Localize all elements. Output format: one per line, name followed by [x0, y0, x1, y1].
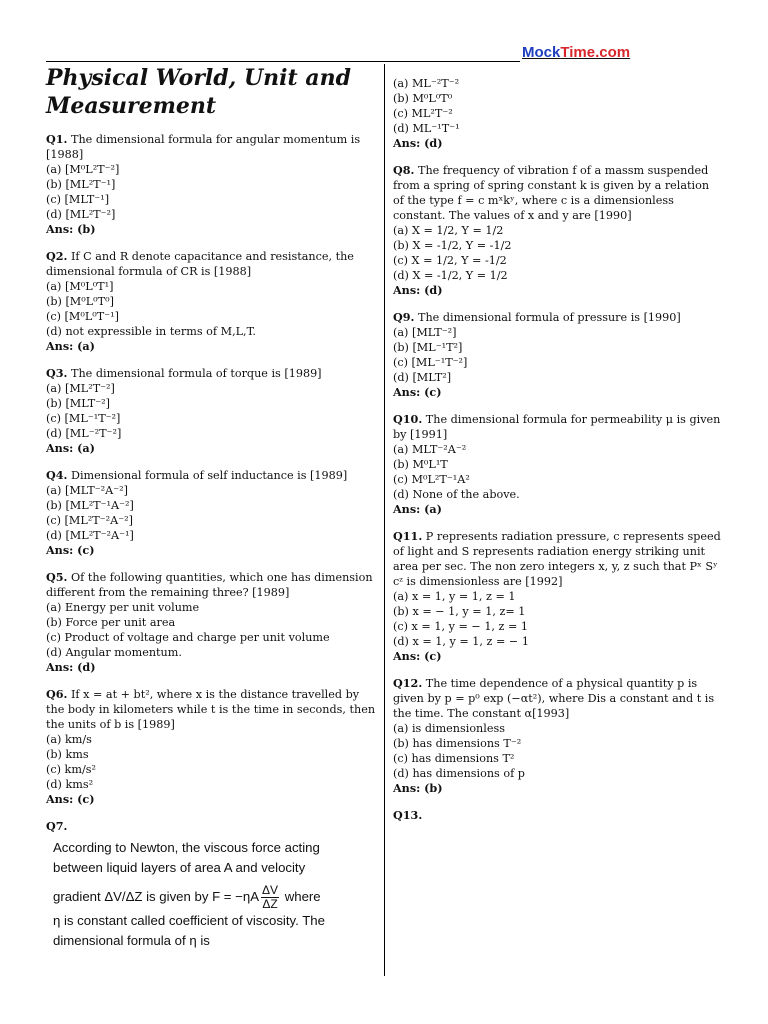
answer-key: Ans: (c) — [393, 649, 442, 663]
answer-option: (a) is dimensionless — [393, 722, 505, 735]
answer-option: (a) [ML²T⁻²] — [46, 382, 115, 395]
right-column — [393, 76, 723, 835]
answer-option: (c) M⁰L²T⁻¹A² — [393, 473, 470, 486]
answer-option: (c) has dimensions T² — [393, 752, 515, 765]
brand-logo[interactable]: MockTime.com — [522, 44, 631, 61]
question-number: Q3. — [46, 366, 68, 380]
answer-option: (d) x = 1, y = 1, z = − 1 — [393, 635, 529, 648]
question-q9 — [393, 310, 723, 400]
question-q2 — [46, 249, 376, 354]
answer-option: (d) ML⁻¹T⁻¹ — [393, 122, 460, 135]
question-q8 — [393, 163, 723, 298]
question-text: Dimensional formula of self inductance is [1989] — [67, 469, 348, 482]
answer-key: Ans: (a) — [46, 441, 95, 455]
question-q7 — [46, 819, 376, 951]
question-number: Q10. — [393, 412, 423, 426]
answer-option: (b) kms — [46, 748, 89, 761]
right-question-list — [393, 163, 723, 823]
answer-option: (c) [MLT⁻¹] — [46, 193, 110, 206]
answer-key: Ans: (b) — [46, 222, 96, 236]
question-number: Q2. — [46, 249, 68, 263]
question-number: Q13. — [393, 808, 423, 822]
answer-option: (c) [ML²T⁻²A⁻²] — [46, 514, 133, 527]
q7-fraction — [261, 884, 279, 911]
question-number: Q5. — [46, 570, 68, 584]
answer-option: (c) [M⁰L⁰T⁻¹] — [46, 310, 119, 323]
q7-formula-line — [53, 884, 373, 911]
question-q6 — [46, 687, 376, 807]
answer-option: (b) X = -1/2, Y = -1/2 — [393, 239, 512, 252]
q7-line: η is constant called coefficient of viscosity. The — [53, 913, 325, 928]
answer-option: (d) [ML²T⁻²A⁻¹] — [46, 529, 134, 542]
answer-option: (a) ML⁻²T⁻² — [393, 77, 460, 90]
question-q4 — [46, 468, 376, 558]
question-number: Q7. — [46, 819, 68, 833]
question-q1 — [46, 132, 376, 237]
answer-option: (d) kms² — [46, 778, 94, 791]
answer-key: Ans: (d) — [393, 136, 443, 150]
fraction-denominator: ΔZ — [262, 897, 278, 911]
question-q13 — [393, 808, 723, 823]
answer-option: (b) x = − 1, y = 1, z= 1 — [393, 605, 526, 618]
answer-option: (b) [M⁰L⁰T⁰] — [46, 295, 114, 308]
q7-line: According to Newton, the viscous force acting — [53, 840, 320, 855]
question-number: Q1. — [46, 132, 68, 146]
answer-option: (b) [ML⁻¹T²] — [393, 341, 463, 354]
answer-key: Ans: (d) — [393, 283, 443, 297]
answer-option: (d) Angular momentum. — [46, 646, 182, 659]
answer-option: (a) [M⁰L²T⁻²] — [46, 163, 120, 176]
question-number: Q4. — [46, 468, 68, 482]
answer-option: (c) [ML⁻¹T⁻²] — [46, 412, 121, 425]
answer-key: Ans: (d) — [46, 660, 96, 674]
q7-line: where — [281, 888, 321, 904]
question-q3 — [46, 366, 376, 456]
answer-option: (b) has dimensions T⁻² — [393, 737, 522, 750]
answer-option: (c) x = 1, y = − 1, z = 1 — [393, 620, 529, 633]
answer-option: (d) not expressible in terms of M,L,T. — [46, 325, 256, 338]
answer-option: (b) [ML²T⁻¹A⁻²] — [46, 499, 134, 512]
question-text: P represents radiation pressure, c represents speed of light and S represents radiation energy striking unit area per sec. The non zero integers x, y, z such that Pˣ Sʸ cᶻ is dimensionless are [1992] — [393, 530, 721, 588]
answer-key: Ans: (c) — [393, 385, 442, 399]
answer-option: (a) x = 1, y = 1, z = 1 — [393, 590, 516, 603]
answer-option: (d) X = -1/2, Y = 1/2 — [393, 269, 508, 282]
answer-option: (d) [MLT²] — [393, 371, 452, 384]
answer-key: Ans: (c) — [46, 543, 95, 557]
question-number: Q6. — [46, 687, 68, 701]
answer-option: (d) [ML²T⁻²] — [46, 208, 116, 221]
fraction-numerator: ΔV — [262, 883, 279, 897]
answer-option: (c) [ML⁻¹T⁻²] — [393, 356, 468, 369]
answer-option: (b) Force per unit area — [46, 616, 176, 629]
left-column — [46, 62, 376, 963]
answer-option: (b) [MLT⁻²] — [46, 397, 110, 410]
question-q11 — [393, 529, 723, 664]
question-number: Q8. — [393, 163, 415, 177]
answer-option: (c) ML²T⁻² — [393, 107, 453, 120]
q7-line: between liquid layers of area A and velocity — [53, 860, 306, 875]
answer-option: (a) [MLT⁻²A⁻²] — [46, 484, 128, 497]
question-q10 — [393, 412, 723, 517]
question-text: The dimensional formula for angular momentum is [1988] — [46, 133, 361, 161]
answer-option: (b) M⁰L⁰T⁰ — [393, 92, 453, 105]
answer-option: (b) M⁰L¹T — [393, 458, 448, 471]
q7-line: gradient ΔV/ΔZ is given by F = −ηA — [53, 888, 260, 904]
answer-option: (c) Product of voltage and charge per unit volume — [46, 631, 330, 644]
answer-option: (a) km/s — [46, 733, 92, 746]
answer-option: (d) has dimensions of p — [393, 767, 525, 780]
answer-option: (a) [MLT⁻²] — [393, 326, 457, 339]
answer-option: (a) Energy per unit volume — [46, 601, 200, 614]
answer-option: (d) None of the above. — [393, 488, 520, 501]
answer-option: (c) X = 1/2, Y = -1/2 — [393, 254, 507, 267]
question-text: The frequency of vibration f of a massm suspended from a spring of spring constant k is given by a relation of the type f = c mˣkʸ, where c is a dimensionless constant. The values of x and y are [1990] — [393, 164, 710, 222]
question-text: If C and R denote capacitance and resistance, the dimensional formula of CR is [1988] — [46, 250, 354, 278]
answer-key: Ans: (a) — [393, 502, 442, 516]
question-text: The dimensional formula of torque is [1989] — [67, 367, 322, 380]
column-divider — [384, 64, 385, 976]
question-q12 — [393, 676, 723, 796]
answer-option: (c) km/s² — [46, 763, 96, 776]
answer-option: (a) [M⁰L⁰T¹] — [46, 280, 114, 293]
question-q5 — [46, 570, 376, 675]
question-number: Q11. — [393, 529, 423, 543]
left-question-list — [46, 132, 376, 807]
question-number: Q12. — [393, 676, 423, 690]
answer-option: (a) MLT⁻²A⁻² — [393, 443, 467, 456]
answer-option: (a) X = 1/2, Y = 1/2 — [393, 224, 504, 237]
question-text: The dimensional formula for permeability μ is given by [1991] — [393, 413, 721, 441]
answer-key: Ans: (c) — [46, 792, 95, 806]
question-text: The dimensional formula of pressure is [1990] — [414, 311, 681, 324]
answer-key: Ans: (a) — [46, 339, 95, 353]
q7-image-text — [53, 838, 373, 951]
question-text: If x = at + bt², where x is the distance travelled by the body in kilometers while t is the time in seconds, then the units of b is [1989] — [46, 688, 376, 731]
answer-option: (d) [ML⁻²T⁻²] — [46, 427, 122, 440]
page-title: Physical World, Unit and Measurement — [46, 65, 351, 119]
answer-option: (b) [ML²T⁻¹] — [46, 178, 116, 191]
question-number: Q9. — [393, 310, 415, 324]
question-text: Of the following quantities, which one has dimension different from the remaining three? [1989] — [46, 571, 373, 599]
answer-key: Ans: (b) — [393, 781, 443, 795]
question-text: The time dependence of a physical quantity p is given by p = p⁰ exp (−αt²), where Dis a constant and t is the time. The constant α[1993] — [393, 677, 715, 720]
q7-line: dimensional formula of η is — [53, 933, 210, 948]
question-q7-options — [393, 76, 723, 151]
